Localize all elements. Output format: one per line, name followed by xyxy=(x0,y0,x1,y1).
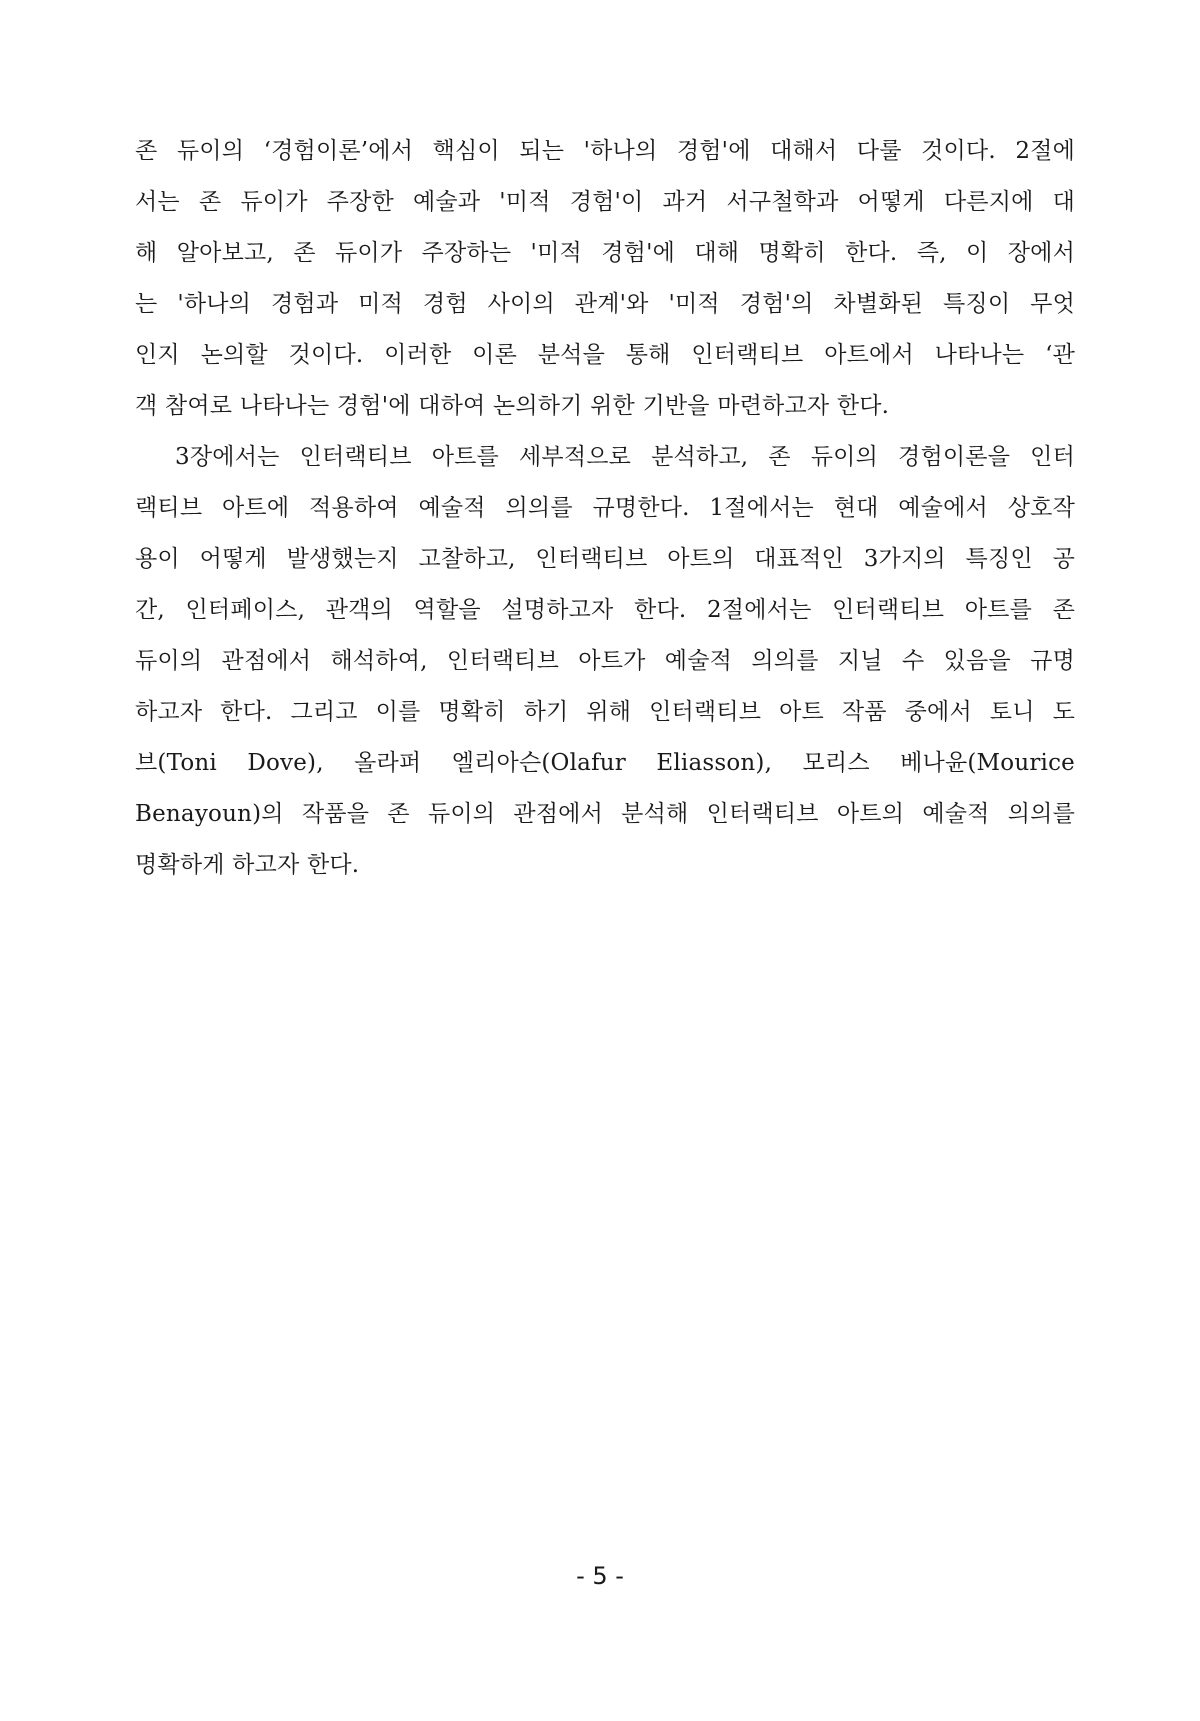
text-line: 해 알아보고, 존 듀이가 주장하는 '미적 경험'에 대해 명확히 한다. 즉, 이 장에서 xyxy=(135,240,1075,266)
text-line: 인지 논의할 것이다. 이러한 이론 분석을 통해 인터랙티브 아트에서 나타나는 ‘관 xyxy=(135,342,1075,368)
text-line: 서는 존 듀이가 주장한 예술과 '미적 경험'이 과거 서구철학과 어떻게 다른지에 대 xyxy=(135,189,1075,215)
text-line: 듀이의 관점에서 해석하여, 인터랙티브 아트가 예술적 의의를 지닐 수 있음을 규명 xyxy=(135,648,1075,674)
text-line: 하고자 한다. 그리고 이를 명확히 하기 위해 인터랙티브 아트 작품 중에서 토니 도 xyxy=(135,699,1075,725)
text-line: Benayoun)의 작품을 존 듀이의 관점에서 분석해 인터랙티브 아트의 예술적 의의를 xyxy=(135,801,1075,827)
text-line: 는 '하나의 경험과 미적 경험 사이의 관계'와 '미적 경험'의 차별화된 특징이 무엇 xyxy=(135,291,1075,317)
text-line: 랙티브 아트에 적용하여 예술적 의의를 규명한다. 1절에서는 현대 예술에서 상호작 xyxy=(135,495,1075,521)
text-line: 명확하게 하고자 한다. xyxy=(135,852,360,878)
text-line: 객 참여로 나타나는 경험'에 대하여 논의하기 위한 기반을 마련하고자 한다. xyxy=(135,393,890,419)
paragraph-1 xyxy=(135,126,1075,432)
text-line: 간, 인터페이스, 관객의 역할을 설명하고자 한다. 2절에서는 인터랙티브 아트를 존 xyxy=(135,597,1075,623)
text-line: 용이 어떻게 발생했는지 고찰하고, 인터랙티브 아트의 대표적인 3가지의 특징인 공 xyxy=(135,546,1075,572)
paragraph-2 xyxy=(135,432,1075,891)
text-line: 존 듀이의 ‘경험이론’에서 핵심이 되는 '하나의 경험'에 대해서 다룰 것이다. 2절에 xyxy=(135,138,1075,164)
text-line: 브(Toni Dove), 올라퍼 엘리아슨(Olafur Eliasson), 모리스 베나윤(Mourice xyxy=(135,750,1075,776)
text-line: 3장에서는 인터랙티브 아트를 세부적으로 분석하고, 존 듀이의 경험이론을 인터 xyxy=(135,444,1075,470)
body-text xyxy=(135,126,1075,891)
page-number: - 5 - xyxy=(576,1562,624,1590)
